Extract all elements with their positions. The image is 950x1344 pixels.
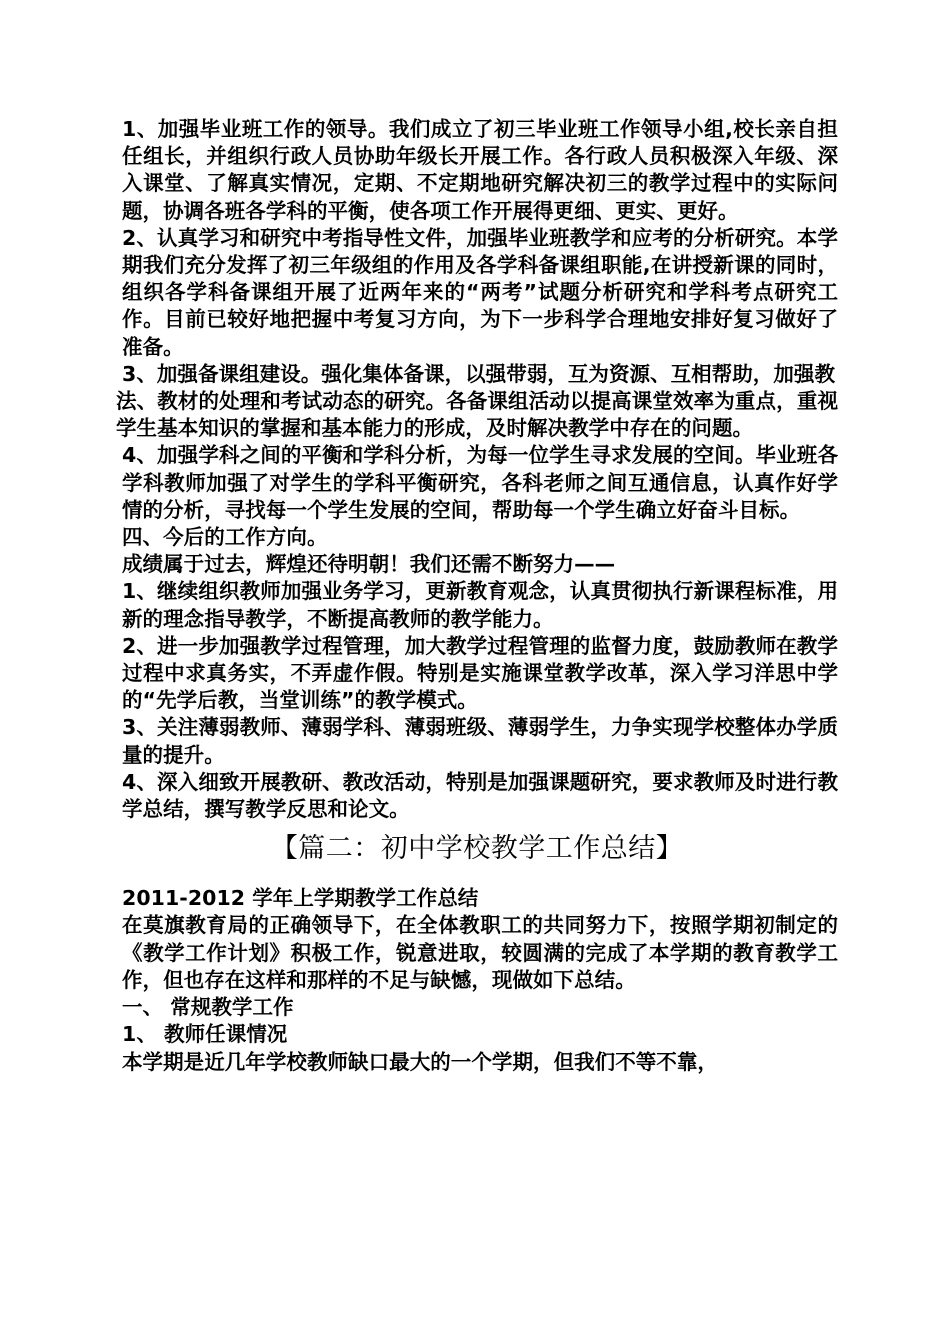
section-heading-routine-teaching: 一、 常规教学工作 bbox=[122, 995, 294, 1020]
paragraph-4: 4、加强学科之间的平衡和学科分析，为每一位学生寻求发展的空间。毕业班各学科教师加强了对学生的学科平衡研究，各科老师之间互通信息，认真作好学情的分析，寻找每一个学生发展的空间，帮助每一个学生确立好奋斗目标。 bbox=[122, 443, 838, 522]
paragraph-motto: 成绩属于过去，辉煌还待明朝！我们还需不断努力—— bbox=[122, 552, 616, 577]
paragraph-1: 1、加强毕业班工作的领导。我们成立了初三毕业班工作领导小组,校长亲自担任组长，并组织行政人员协助年级长开展工作。各行政人员积极深入年级、深入课堂、了解真实情况，定期、不定期地研究解决初三的教学过程中的实际问题，协调各班各学科的平衡，使各项工作开展得更细、更实、更好。 bbox=[122, 117, 838, 223]
section-heading-future-direction: 四、今后的工作方向。 bbox=[122, 525, 328, 550]
document-body-part2 bbox=[116, 885, 838, 1075]
paragraph-plan-2: 2、进一步加强教学过程管理，加大教学过程管理的监督力度，鼓励教师在教学过程中求真务实，不弄虚作假。特别是实施课堂教学改革，深入学习洋思中学的“先学后教，当堂训练”的教学模式。 bbox=[122, 633, 838, 713]
paragraph-2: 2、认真学习和研究中考指导性文件，加强毕业班教学和应考的分析研究。本学期我们充分发挥了初三年级组的作用及各学科备课组职能,在讲授新课的同时，组织各学科备课组开展了近两年来的“两考”试题分析研究和学科考点研究工作。目前已较好地把握中考复习方向，为下一步科学合理地安排好复习做好了准备。 bbox=[122, 225, 838, 359]
document-page bbox=[116, 116, 838, 1076]
paragraph-plan-1: 1、继续组织教师加强业务学习，更新教育观念，认真贯彻执行新课程标准，用新的理念指导教学，不断提高教师的教学能力。 bbox=[122, 579, 838, 631]
subheading-teacher-assignment: 1、 教师任课情况 bbox=[122, 1022, 288, 1047]
summary-intro-paragraph: 在莫旗教育局的正确领导下，在全体教职工的共同努力下，按照学期初制定的《教学工作计划》积极工作，锐意进取，较圆满的完成了本学期的教育教学工作，但也存在这样和那样的不足与缺憾，现做如下总结。 bbox=[122, 913, 838, 992]
paragraph-3-continued: 法、教材的处理和考试动态的研究。各备课组活动以提高课堂效率为重点，重视学生基本知识的掌握和基本能力的形成，及时解决教学中存在的问题。 bbox=[116, 389, 838, 441]
paragraph-plan-4: 4、深入细致开展教研、教改活动，特别是加强课题研究，要求教师及时进行教学总结，撰写教学反思和论文。 bbox=[122, 769, 838, 822]
paragraph-teacher-shortage: 本学期是近几年学校教师缺口最大的一个学期，但我们不等不靠， bbox=[122, 1049, 718, 1074]
paragraph-plan-3: 3、关注薄弱教师、薄弱学科、薄弱班级、薄弱学生，力争实现学校整体办学质量的提升。 bbox=[122, 715, 838, 767]
summary-title: 2011-2012 学年上学期教学工作总结 bbox=[122, 886, 479, 911]
paragraph-3: 3、加强备课组建设。强化集体备课，以强带弱，互为资源、互相帮助，加强教 bbox=[122, 361, 836, 386]
section-title: 【篇二：初中学校教学工作总结】 bbox=[270, 833, 684, 865]
document-body-part1 bbox=[116, 116, 838, 823]
